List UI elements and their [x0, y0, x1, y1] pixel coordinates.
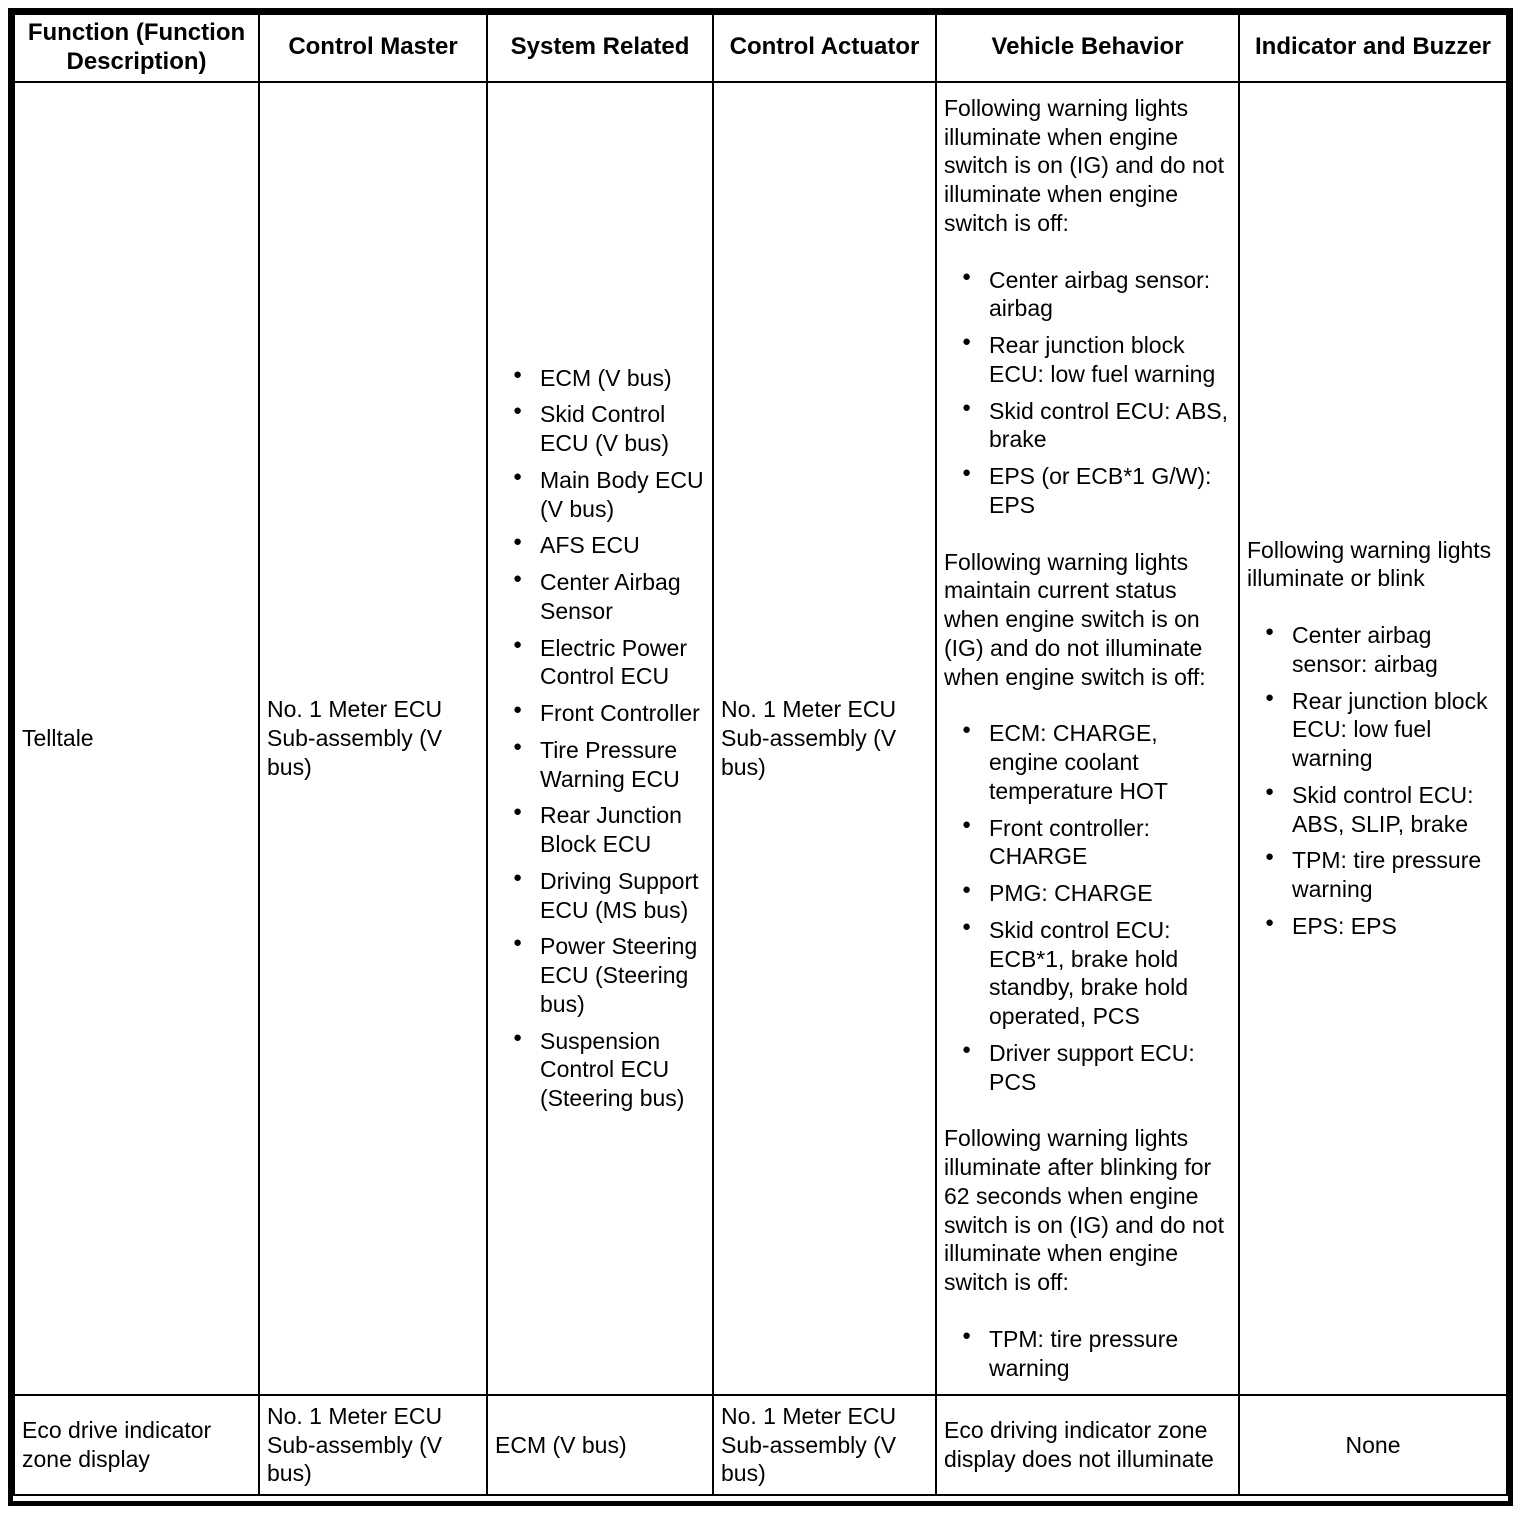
- cell-system-related: [487, 82, 713, 1395]
- cell-control-master: [259, 1395, 487, 1495]
- col-header-indicator-buzzer: Indicator and Buzzer: [1239, 14, 1507, 82]
- list-item: ● EPS: EPS: [1292, 912, 1499, 941]
- table-frame: [8, 8, 1513, 1506]
- behavior-paragraph: Following warning lights maintain current status when engine switch is on (IG) and do not illuminate when engine switch is off:: [944, 548, 1206, 690]
- behavior-bullet-list: [944, 719, 1231, 1096]
- list-item: ● Center airbag sensor: airbag: [1292, 621, 1499, 679]
- header-row: [14, 14, 1507, 82]
- behavior-section-illuminate: [944, 94, 1231, 520]
- col-header-control-master: Control Master: [259, 14, 487, 82]
- indicator-bullet-list: [1247, 621, 1499, 941]
- table-row-eco-drive: [14, 1395, 1507, 1495]
- cell-function: [14, 82, 259, 1395]
- table-row-telltale: [14, 82, 1507, 1395]
- col-header-function: Function (Function Description): [14, 14, 259, 82]
- list-item: ● ECM (V bus): [540, 364, 705, 393]
- list-item: ● Front Controller: [540, 699, 705, 728]
- function-label: Telltale: [22, 724, 94, 751]
- list-item: ● Center Airbag Sensor: [540, 568, 705, 626]
- behavior-bullet-list: [944, 266, 1231, 520]
- col-header-system-related: System Related: [487, 14, 713, 82]
- list-item: ● Suspension Control ECU (Steering bus): [540, 1027, 705, 1113]
- behavior-paragraph: Following warning lights illuminate after blinking for 62 seconds when engine switch is on (IG) and do not illuminate when engine switch is off:: [944, 1125, 1224, 1296]
- cell-system-related: [487, 1395, 713, 1495]
- list-item: ● Driving Support ECU (MS bus): [540, 867, 705, 925]
- indicator-text: None: [1345, 1431, 1401, 1458]
- col-header-vehicle-behavior: Vehicle Behavior: [936, 14, 1239, 82]
- control-master-text: No. 1 Meter ECU Sub-assembly (V bus): [267, 696, 443, 780]
- list-item: ● Skid control ECU: ECB*1, brake hold standby, brake hold operated, PCS: [989, 916, 1231, 1031]
- indicator-paragraph: Following warning lights illuminate or blink: [1247, 536, 1492, 592]
- system-related-text: ECM (V bus): [495, 1431, 627, 1458]
- control-actuator-text: No. 1 Meter ECU Sub-assembly (V bus): [721, 696, 897, 780]
- system-related-list: [495, 364, 705, 1113]
- cell-function: [14, 1395, 259, 1495]
- cell-control-actuator: [713, 1395, 936, 1495]
- list-item: ● Driver support ECU: PCS: [989, 1039, 1231, 1097]
- list-item: ● Power Steering ECU (Steering bus): [540, 932, 705, 1018]
- control-master-text: No. 1 Meter ECU Sub-assembly (V bus): [267, 1402, 443, 1487]
- list-item: ● Rear Junction Block ECU: [540, 801, 705, 859]
- list-item: ● Main Body ECU (V bus): [540, 466, 705, 524]
- list-item: ● Skid control ECU: ABS, brake: [989, 397, 1231, 455]
- list-item: ● Center airbag sensor: airbag: [989, 266, 1231, 324]
- list-item: ● Electric Power Control ECU: [540, 634, 705, 692]
- list-item: ● Skid Control ECU (V bus): [540, 400, 705, 458]
- behavior-bullet-list: [944, 1325, 1231, 1383]
- cell-indicator-buzzer: [1239, 1395, 1507, 1495]
- list-item: ● AFS ECU: [540, 531, 705, 560]
- behavior-section-blinking: [944, 1124, 1231, 1382]
- list-item: ● ECM: CHARGE, engine coolant temperature HOT: [989, 719, 1231, 805]
- list-item: ● Rear junction block ECU: low fuel warning: [1292, 687, 1499, 773]
- list-item: ● Rear junction block ECU: low fuel warning: [989, 331, 1231, 389]
- list-item: ● TPM: tire pressure warning: [1292, 846, 1499, 904]
- cell-control-actuator: [713, 82, 936, 1395]
- indicator-section: [1247, 536, 1499, 941]
- list-item: ● PMG: CHARGE: [989, 879, 1231, 908]
- control-actuator-text: No. 1 Meter ECU Sub-assembly (V bus): [721, 1402, 897, 1487]
- list-item: ● Skid control ECU: ABS, SLIP, brake: [1292, 781, 1499, 839]
- list-item: ● Tire Pressure Warning ECU: [540, 736, 705, 794]
- behavior-section-maintain: [944, 548, 1231, 1097]
- cell-indicator-buzzer: [1239, 82, 1507, 1395]
- cell-vehicle-behavior: [936, 1395, 1239, 1495]
- list-item: ● Front controller: CHARGE: [989, 814, 1231, 872]
- function-label: Eco drive indicator zone display: [22, 1417, 212, 1472]
- meter-function-table: [13, 13, 1508, 1496]
- behavior-text: Eco driving indicator zone display does not illuminate: [944, 1417, 1214, 1472]
- list-item: ● EPS (or ECB*1 G/W): EPS: [989, 462, 1231, 520]
- behavior-paragraph: Following warning lights illuminate when engine switch is on (IG) and do not illuminate when engine switch is off:: [944, 94, 1224, 236]
- cell-vehicle-behavior: [936, 82, 1239, 1395]
- col-header-control-actuator: Control Actuator: [713, 14, 936, 82]
- cell-control-master: [259, 82, 487, 1395]
- list-item: ● TPM: tire pressure warning: [989, 1325, 1231, 1383]
